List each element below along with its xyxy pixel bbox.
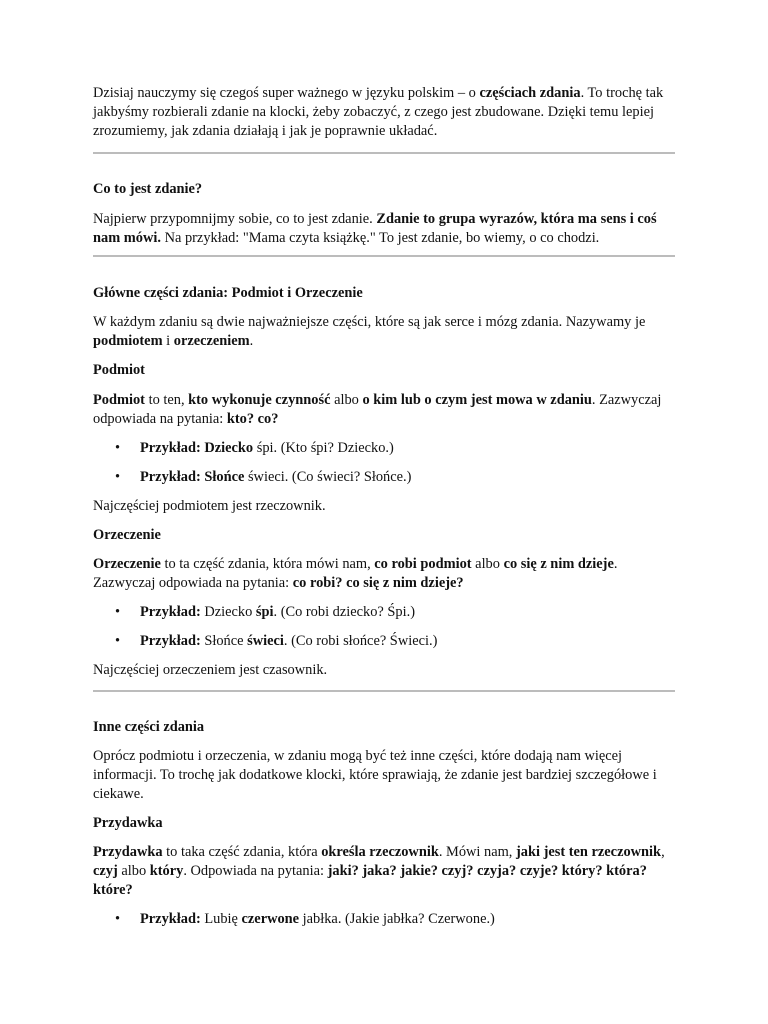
- podmiot-text-1: to ten,: [144, 392, 189, 408]
- main-parts-text: W każdym zdaniu są dwie najważniejsze części, które są jak serce i mózg zdania. Nazywamy je: [93, 314, 646, 330]
- podmiot-text-3: . Zazwyczaj odpowiada na pytania:: [93, 392, 662, 427]
- example-text: . (Co robi dziecko? Śpi.): [273, 604, 415, 620]
- orzeczenie-bold-3: co się z nim dzieje: [503, 556, 614, 572]
- subheading-orzeczenie: Orzeczenie: [93, 527, 161, 543]
- subheading-podmiot: Podmiot: [93, 362, 145, 378]
- example-text-pre: Dziecko: [200, 604, 256, 620]
- main-parts-bold-predicate: orzeczeniem: [173, 333, 250, 349]
- przydawka-bold-5: który: [149, 863, 184, 879]
- main-parts-text-3: .: [249, 333, 254, 349]
- przydawka-text-1: to taka część zdania, która: [162, 844, 322, 860]
- other-parts-paragraph: Oprócz podmiotu i orzeczenia, w zdaniu mogą być też inne części, które dodają nam więcej informacji. To trochę jak dodatkowe klocki, które sprawiają, że zdanie jest bardziej szczegółowe i ciekawe.: [93, 748, 657, 802]
- example-bold: śpi: [255, 604, 274, 620]
- przydawka-bold-3: jaki jest ten rzeczownik: [515, 844, 662, 860]
- przydawka-text-5: . Odpowiada na pytania:: [183, 863, 328, 879]
- example-label: Przykład:: [140, 604, 201, 620]
- przydawka-paragraph: [93, 843, 675, 900]
- orzeczenie-bold-1: Orzeczenie: [93, 556, 161, 572]
- example-label: Przykład:: [140, 469, 201, 485]
- document-page: [93, 84, 675, 929]
- example-bold: Słońce: [204, 469, 245, 485]
- orzeczenie-bold-4: co robi? co się z nim dzieje?: [292, 575, 464, 591]
- podmiot-examples-list: [93, 439, 675, 487]
- bullet-icon: •: [115, 469, 121, 485]
- przydawka-bold-2: określa rzeczownik: [321, 844, 439, 860]
- example-bold: Dziecko: [204, 440, 254, 456]
- sentence-text-2: Na przykład: "Mama czyta książkę." To jest zdanie, bo wiemy, o co chodzi.: [160, 230, 600, 246]
- example-label: Przykład:: [140, 633, 201, 649]
- list-item: [93, 910, 675, 929]
- przydawka-examples-list: [93, 910, 675, 929]
- example-text-pre: Słońce: [200, 633, 248, 649]
- example-text-pre: Lubię: [200, 911, 242, 927]
- example-text: jabłka. (Jakie jabłka? Czerwone.): [299, 911, 495, 927]
- section-heading-sentence: Co to jest zdanie?: [93, 181, 203, 197]
- bullet-icon: •: [115, 633, 121, 649]
- orzeczenie-examples-list: [93, 603, 675, 651]
- podmiot-note: Najczęściej podmiotem jest rzeczownik.: [93, 498, 326, 514]
- przydawka-text-4: albo: [117, 863, 150, 879]
- list-item: [93, 439, 675, 458]
- bullet-icon: •: [115, 911, 121, 927]
- bullet-icon: •: [115, 604, 121, 620]
- przydawka-bold-1: Przydawka: [93, 844, 163, 860]
- subheading-przydawka: Przydawka: [93, 815, 163, 831]
- podmiot-paragraph: [93, 391, 675, 429]
- podmiot-bold-2: kto wykonuje czynność: [188, 392, 331, 408]
- orzeczenie-text-3: . Zazwyczaj odpowiada na pytania:: [93, 556, 618, 591]
- sentence-bold: Zdanie to grupa wyrazów, która ma sens i coś nam mówi.: [93, 211, 657, 246]
- intro-text-2: . To trochę tak jakbyśmy rozbierali zdanie na klocki, żeby zobaczyć, z czego jest zbudowane. Dzięki temu lepiej zrozumiemy, jak zdania działają i jak je poprawnie układać.: [93, 85, 664, 139]
- main-parts-text-2: i: [162, 333, 174, 349]
- przydawka-text-2: . Mówi nam,: [438, 844, 516, 860]
- przydawka-text-3: ,: [661, 844, 665, 860]
- divider: [93, 152, 675, 154]
- intro-bold: częściach zdania: [479, 85, 581, 101]
- orzeczenie-paragraph: [93, 555, 675, 593]
- section-heading-main-parts: Główne części zdania: Podmiot i Orzeczenie: [93, 285, 363, 301]
- intro-paragraph: [93, 84, 675, 141]
- section-heading-other-parts: Inne części zdania: [93, 719, 205, 735]
- podmiot-text-2: albo: [330, 392, 363, 408]
- orzeczenie-note: Najczęściej orzeczeniem jest czasownik.: [93, 662, 328, 678]
- przydawka-bold-6: jaki? jaka? jakie? czyj? czyja? czyje? który? która? które?: [93, 863, 647, 898]
- intro-text: Dzisiaj nauczymy się czegoś super ważnego w języku polskim – o: [93, 85, 480, 101]
- orzeczenie-text-1: to ta część zdania, która mówi nam,: [160, 556, 375, 572]
- orzeczenie-bold-2: co robi podmiot: [374, 556, 472, 572]
- example-label: Przykład:: [140, 911, 201, 927]
- list-item: [93, 632, 675, 651]
- bullet-icon: •: [115, 440, 121, 456]
- example-text: śpi. (Kto śpi? Dziecko.): [253, 440, 394, 456]
- sentence-text: Najpierw przypomnijmy sobie, co to jest zdanie.: [93, 211, 377, 227]
- podmiot-bold-3: o kim lub o czym jest mowa w zdaniu: [362, 392, 592, 408]
- podmiot-bold-1: Podmiot: [93, 392, 145, 408]
- divider: [93, 255, 675, 257]
- example-text: . (Co robi słońce? Świeci.): [283, 633, 438, 649]
- list-item: [93, 468, 675, 487]
- main-parts-bold-subject: podmiotem: [93, 333, 163, 349]
- example-bold: świeci: [247, 633, 284, 649]
- example-bold: czerwone: [241, 911, 300, 927]
- list-item: [93, 603, 675, 622]
- main-parts-paragraph: [93, 313, 675, 351]
- podmiot-bold-4: kto? co?: [226, 411, 279, 427]
- example-text: świeci. (Co świeci? Słońce.): [244, 469, 412, 485]
- divider: [93, 690, 675, 692]
- example-label: Przykład:: [140, 440, 201, 456]
- sentence-paragraph: [93, 210, 675, 248]
- orzeczenie-text-2: albo: [471, 556, 504, 572]
- przydawka-bold-4: czyj: [93, 863, 118, 879]
